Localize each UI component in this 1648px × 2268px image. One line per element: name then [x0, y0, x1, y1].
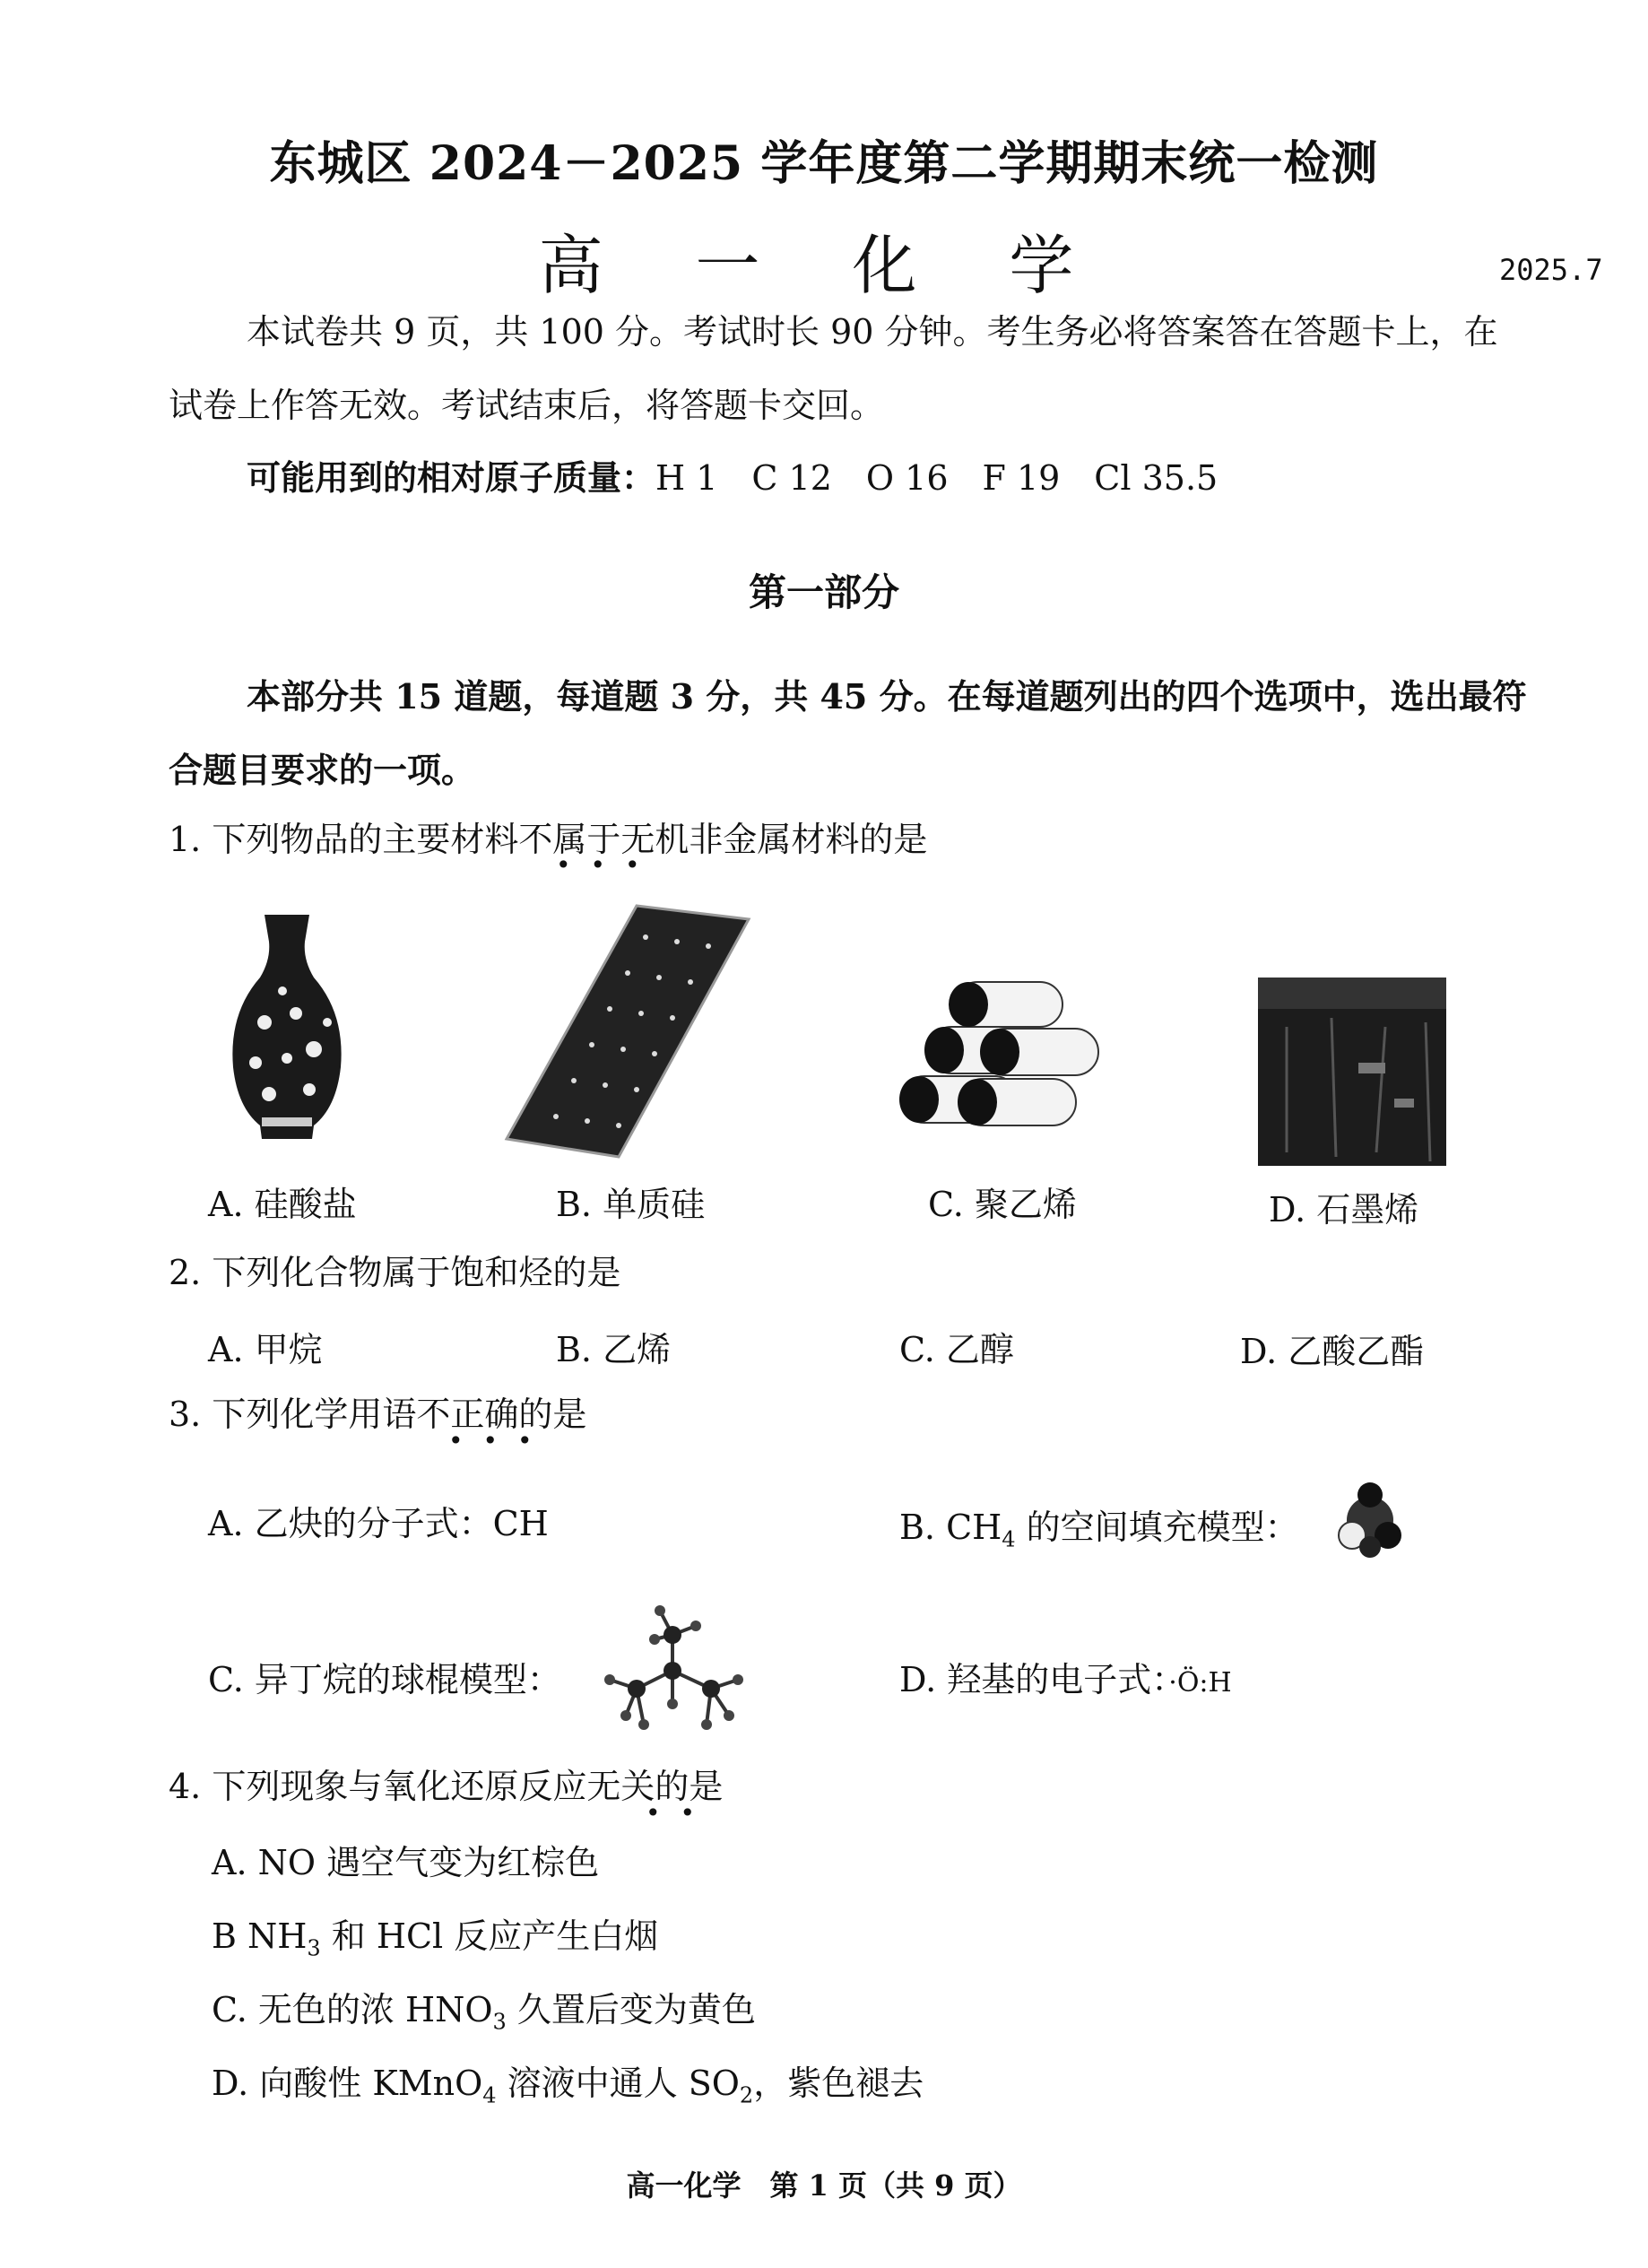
q4-stem-emphasis: 无关: [586, 1767, 655, 1806]
exam-title: 东城区 2024－2025 学年度第二学期期末统一检测: [269, 136, 1379, 191]
part1-intro-1: 本部分共 15 道题，每道题 3 分，共 45 分。在每道题列出的四个选项中，选出最符: [247, 676, 1527, 717]
q4-emphasis-dots: ••: [646, 1798, 716, 1828]
q1-stem-pre: 1. 下列物品的主要材料: [169, 820, 519, 859]
q4-option-c-sub: 3: [492, 2009, 507, 2035]
solar-panel-image: [502, 901, 753, 1161]
q3-option-c: C. 异丁烷的球棍模型：: [208, 1660, 561, 1699]
q3-option-a: A. 乙炔的分子式：CH: [208, 1504, 549, 1543]
graphene-image: [1251, 973, 1453, 1170]
q3-option-d: [899, 1652, 1232, 1701]
hydroxyl-electron-formula: ·Ö:H: [1168, 1667, 1232, 1699]
vase-image: [224, 906, 350, 1148]
q1-option-b: B. 单质硅: [556, 1185, 706, 1224]
q4-option-c-post: 久置后变为黄色: [506, 1990, 756, 2029]
q1-stem: [169, 818, 927, 862]
q4-option-d: [212, 2055, 924, 2108]
instructions-line-2: 试卷上作答无效。考试结束后，将答题卡交回。: [169, 386, 885, 425]
instructions-line-1: 本试卷共 9 页，共 100 分。考试时长 90 分钟。考生务必将答案答在答题卡上，在: [247, 312, 1498, 352]
part1-intro-2: 合题目要求的一项。: [169, 750, 476, 790]
q4-option-d-sub-1: 4: [482, 2082, 497, 2108]
q4-stem-post: 的是: [655, 1767, 724, 1806]
q2-option-a: A. 甲烷: [208, 1330, 323, 1369]
q4-option-a: A. NO 遇空气变为红棕色: [212, 1843, 600, 1882]
part1-title: 第一部分: [748, 570, 899, 614]
q4-option-b: [212, 1908, 658, 1961]
q3-option-b: [899, 1499, 1299, 1552]
q4-option-b-post: 和 HCl 反应产生白烟: [320, 1916, 659, 1956]
q1-stem-emphasis: 不属于: [518, 820, 621, 859]
polyethylene-rolls-image: [892, 973, 1107, 1152]
q4-option-b-pre: B NH: [212, 1916, 308, 1956]
q3-stem-emphasis: 不正确: [416, 1395, 519, 1434]
q4-option-c-pre: C. 无色的浓 HNO: [212, 1990, 493, 2029]
q3-option-d-pre: D. 羟基的电子式：: [899, 1660, 1169, 1699]
exam-date: 2025.7: [1499, 253, 1603, 287]
subject-title: 高 一 化 学: [538, 228, 1110, 303]
q4-option-d-post: ，紫色褪去: [753, 2064, 924, 2103]
atomic-mass-label: 可能用到的相对原子质量：: [247, 457, 656, 498]
atomic-mass-line: [247, 456, 1218, 500]
q4-option-d-pre: D. 向酸性 KMnO: [212, 2064, 483, 2103]
page-footer: 高一化学 第 1 页（共 9 页）: [626, 2168, 1022, 2203]
methane-space-filling-model: [1334, 1480, 1406, 1560]
q2-option-d: D. 乙酸乙酯: [1240, 1332, 1425, 1371]
q2-stem: 2. 下列化合物属于饱和烃的是: [169, 1253, 621, 1292]
q4-option-d-sub-2: 2: [739, 2082, 754, 2108]
q4-option-b-sub: 3: [307, 1935, 321, 1961]
q3-option-b-pre: B. CH: [899, 1508, 1002, 1547]
q3-emphasis-dots: •••: [448, 1426, 552, 1456]
q4-stem: [169, 1765, 723, 1809]
q4-stem-pre: 4. 下列现象与氧化还原反应: [169, 1767, 587, 1806]
q3-option-b-post: 的空间填充模型：: [1015, 1508, 1299, 1547]
q4-option-c: [212, 1982, 756, 2035]
q3-stem-post: 的是: [518, 1395, 587, 1434]
q1-option-c: C. 聚乙烯: [928, 1185, 1077, 1224]
q4-option-d-mid: 溶液中通人 SO: [496, 2064, 740, 2103]
q2-option-c: C. 乙醇: [899, 1330, 1014, 1369]
q1-option-a: A. 硅酸盐: [208, 1185, 357, 1224]
q1-emphasis-dots: •••: [556, 850, 660, 880]
isobutane-ball-stick-model: [599, 1603, 760, 1738]
q2-option-b: B. 乙烯: [556, 1330, 672, 1369]
atomic-mass-values: H 1 C 12 O 16 F 19 Cl 35.5: [655, 458, 1219, 498]
q1-option-d: D. 石墨烯: [1269, 1190, 1419, 1230]
q3-stem-pre: 3. 下列化学用语: [169, 1395, 417, 1434]
q1-stem-post: 无机非金属材料的是: [620, 820, 928, 859]
q3-option-b-sub: 4: [1002, 1526, 1016, 1552]
